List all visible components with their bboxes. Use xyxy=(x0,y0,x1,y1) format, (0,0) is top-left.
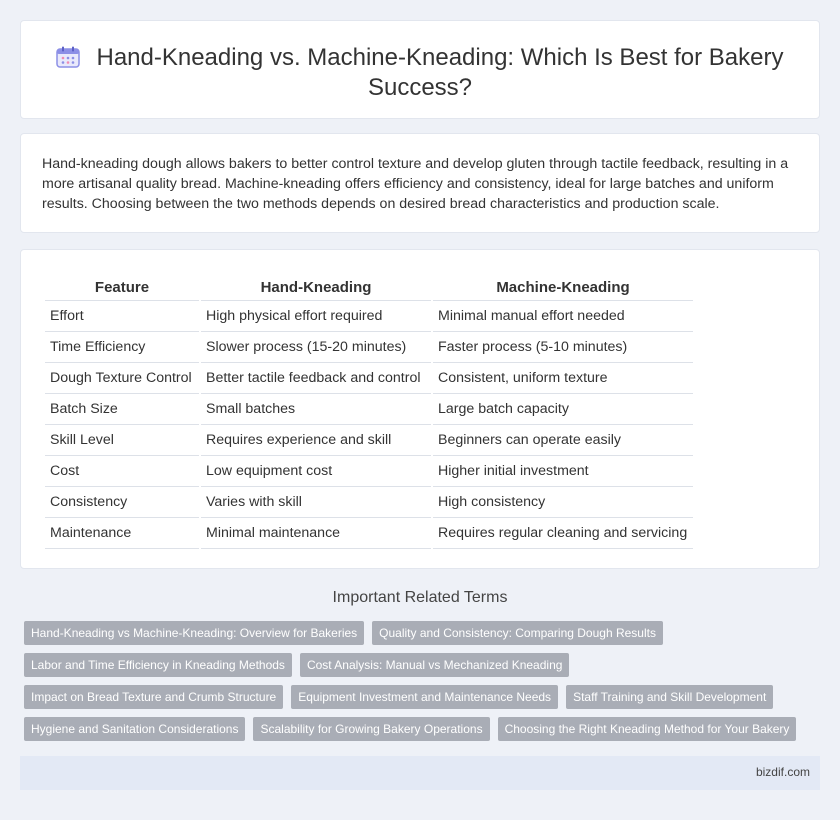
related-term-tag[interactable]: Choosing the Right Kneading Method for Your Bakery xyxy=(498,717,797,741)
machine-cell: High consistency xyxy=(433,487,693,518)
table-row xyxy=(45,518,693,549)
related-term-tag[interactable]: Cost Analysis: Manual vs Mechanized Kneading xyxy=(300,653,569,677)
hand-cell: Requires experience and skill xyxy=(201,425,431,456)
related-term-tag[interactable]: Hygiene and Sanitation Considerations xyxy=(24,717,245,741)
feature-cell: Skill Level xyxy=(45,425,199,456)
feature-cell: Cost xyxy=(45,456,199,487)
related-terms-list xyxy=(24,621,814,749)
related-term-tag[interactable]: Impact on Bread Texture and Crumb Structure xyxy=(24,685,283,709)
page-title: Hand-Kneading vs. Machine-Kneading: Which Is Best for Bakery Success? xyxy=(96,44,784,101)
header-feature: Feature xyxy=(45,275,199,301)
hand-cell: Low equipment cost xyxy=(201,456,431,487)
table-row xyxy=(45,487,693,518)
table-row xyxy=(45,332,693,363)
related-term-tag[interactable]: Quality and Consistency: Comparing Dough Results xyxy=(372,621,663,645)
table-header-row xyxy=(45,275,693,301)
comparison-table xyxy=(43,275,695,549)
related-term-tag[interactable]: Scalability for Growing Bakery Operations xyxy=(253,717,489,741)
related-term-tag[interactable]: Hand-Kneading vs Machine-Kneading: Overview for Bakeries xyxy=(24,621,364,645)
machine-cell: Higher initial investment xyxy=(433,456,693,487)
table-row xyxy=(45,425,693,456)
machine-cell: Beginners can operate easily xyxy=(433,425,693,456)
hand-cell: Small batches xyxy=(201,394,431,425)
table-row xyxy=(45,394,693,425)
machine-cell: Faster process (5-10 minutes) xyxy=(433,332,693,363)
feature-cell: Consistency xyxy=(45,487,199,518)
table-row xyxy=(45,301,693,332)
machine-cell: Minimal manual effort needed xyxy=(433,301,693,332)
machine-cell: Consistent, uniform texture xyxy=(433,363,693,394)
machine-cell: Large batch capacity xyxy=(433,394,693,425)
feature-cell: Effort xyxy=(45,301,199,332)
page-title-wrap xyxy=(21,43,819,103)
table-row xyxy=(45,456,693,487)
related-term-tag[interactable]: Labor and Time Efficiency in Kneading Methods xyxy=(24,653,292,677)
related-term-tag[interactable]: Equipment Investment and Maintenance Needs xyxy=(291,685,558,709)
feature-cell: Time Efficiency xyxy=(45,332,199,363)
feature-cell: Maintenance xyxy=(45,518,199,549)
footer xyxy=(20,756,820,790)
title-card xyxy=(20,20,820,119)
related-term-tag[interactable]: Staff Training and Skill Development xyxy=(566,685,773,709)
hand-cell: Varies with skill xyxy=(201,487,431,518)
header-machine-kneading: Machine-Kneading xyxy=(433,275,693,301)
site-name[interactable]: bizdif.com xyxy=(755,765,810,779)
tag-row xyxy=(24,685,814,709)
tag-row xyxy=(24,717,814,741)
tag-row xyxy=(24,653,814,677)
hand-cell: High physical effort required xyxy=(201,301,431,332)
feature-cell: Batch Size xyxy=(45,394,199,425)
related-terms-title: Important Related Terms xyxy=(332,589,508,606)
hand-cell: Slower process (15-20 minutes) xyxy=(201,332,431,363)
intro-card xyxy=(20,133,820,233)
header-hand-kneading: Hand-Kneading xyxy=(201,275,431,301)
machine-cell: Requires regular cleaning and servicing xyxy=(433,518,693,549)
hand-cell: Better tactile feedback and control xyxy=(201,363,431,394)
feature-cell: Dough Texture Control xyxy=(45,363,199,394)
tag-row xyxy=(24,621,814,645)
table-row xyxy=(45,363,693,394)
intro-text: Hand-kneading dough allows bakers to better control texture and develop gluten through tactile feedback, resulting in a more artisanal quality bread. Machine-kneading offers efficiency and consistency, ideal for large batches and uniform results. Choosing between the two methods depends on desired bread characteristics and production scale. xyxy=(42,156,789,212)
calendar-icon xyxy=(56,46,80,68)
hand-cell: Minimal maintenance xyxy=(201,518,431,549)
comparison-card xyxy=(20,249,820,569)
